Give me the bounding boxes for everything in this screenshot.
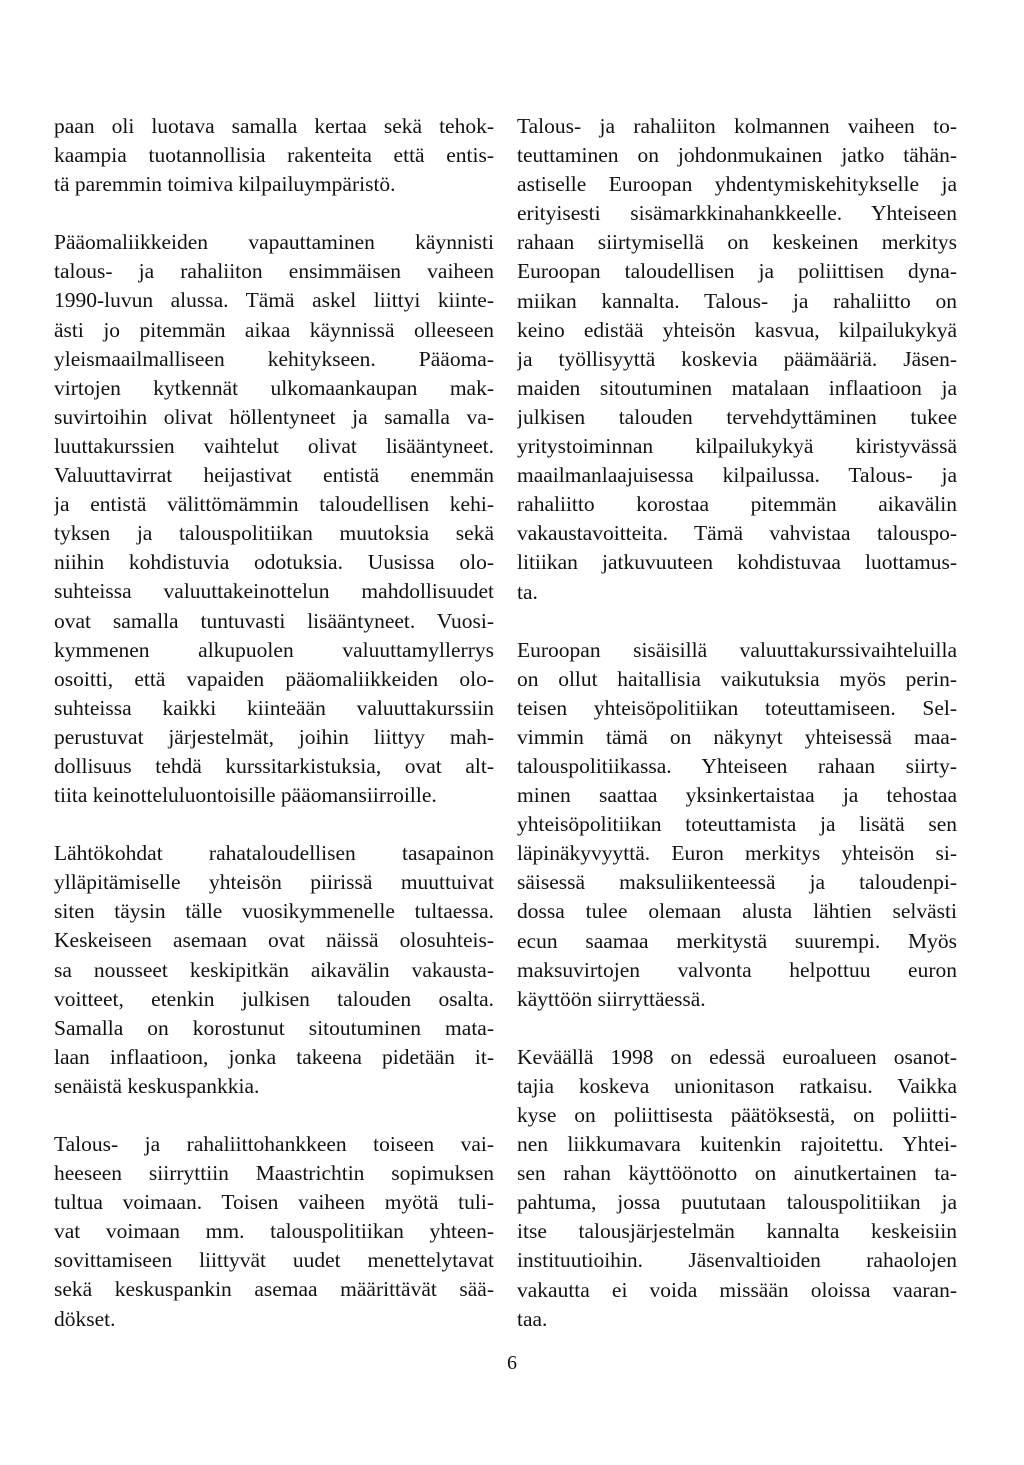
text-line: ta.	[517, 579, 538, 604]
text-line: erityisesti sisämarkkinahankkeelle. Yhteiseen	[517, 201, 957, 226]
text-line: kymmenen alkupuolen valuuttamyllerrys	[54, 637, 494, 662]
text-line: tiita keinotteluluontoisille pääomansiirroille.	[54, 783, 437, 808]
text-line: yhteisöpolitiikan toteuttamista ja lisätä sen	[517, 812, 957, 837]
text-line: tä paremmin toimiva kilpailuympäristö.	[54, 172, 396, 197]
text-line: sen rahan käyttöönotto on ainutkertainen ta-	[517, 1161, 957, 1186]
text-line: minen saattaa yksinkertaistaa ja tehostaa	[517, 783, 957, 808]
text-line: dollisuus tehdä kurssitarkistuksia, ovat alt-	[54, 753, 494, 778]
text-line: sa nousseet keskipitkän aikavälin vakausta-	[54, 957, 494, 982]
text-line: taa.	[517, 1306, 548, 1331]
text-line: voitteet, etenkin julkisen talouden osalta.	[54, 986, 494, 1011]
text-line: miikan kannalta. Talous- ja rahaliitto on	[517, 288, 957, 313]
text-line: on ollut haitallisia vaikutuksia myös perin-	[517, 666, 957, 691]
text-line: vakautta ei voida missään oloissa vaaran-	[517, 1277, 957, 1302]
text-line: luuttakurssien vaihtelut olivat lisääntyneet.	[54, 433, 494, 458]
text-line: laan inflaatioon, jonka takeena pidetään it-	[54, 1044, 494, 1069]
text-line: suhteissa kaikki kiinteään valuuttakurssiin	[54, 695, 494, 720]
text-line: käyttöön siirryttäessä.	[517, 986, 706, 1011]
text-line: tajia koskeva unionitason ratkaisu. Vaikka	[517, 1073, 957, 1098]
text-line: vat voimaan mm. talouspolitiikan yhteen-	[54, 1219, 494, 1244]
text-line: virtojen kytkennät ulkomaankaupan mak-	[54, 375, 494, 400]
text-line: rahaan siirtymisellä on keskeinen merkitys	[517, 230, 957, 255]
text-line: ovat samalla tuntuvasti lisääntyneet. Vuosi-	[54, 608, 494, 633]
text-line: tultua voimaan. Toisen vaiheen myötä tuli-	[54, 1190, 494, 1215]
text-line: keino edistää yhteisön kasvua, kilpailukykyä	[517, 317, 957, 342]
text-line: instituutioihin. Jäsenvaltioiden rahaolojen	[517, 1248, 957, 1273]
text-line: maailmanlaajuisessa kilpailussa. Talous- ja	[517, 463, 957, 488]
right-column	[517, 112, 957, 1363]
text-line: osoitti, että vapaiden pääomaliikkeiden olo-	[54, 666, 494, 691]
text-line: senäistä keskuspankkia.	[54, 1073, 260, 1098]
text-line: nen liikkumavara kuitenkin rajoitettu. Yhtei-	[517, 1132, 957, 1157]
text-line: niihin kohdistuvia odotuksia. Uusissa olo-	[54, 550, 494, 575]
text-line: maksuvirtojen valvonta helpottuu euron	[517, 957, 957, 982]
text-line: itse talousjärjestelmän kannalta keskeisiin	[517, 1219, 957, 1244]
text-line: suhteissa valuuttakeinottelun mahdollisuudet	[54, 579, 494, 604]
text-line: suvirtoihin olivat höllentyneet ja samalla va-	[54, 404, 494, 429]
text-line: astiselle Euroopan yhdentymiskehitykselle ja	[517, 172, 957, 197]
paragraph	[517, 112, 957, 607]
text-line: rahaliitto korostaa pitemmän aikavälin	[517, 492, 957, 517]
text-line: ja työllisyyttä koskevia päämääriä. Jäsen-	[517, 346, 957, 371]
text-line: ja entistä välittömämmin taloudellisen kehi-	[54, 492, 494, 517]
text-line: talous- ja rahaliiton ensimmäisen vaiheen	[54, 259, 494, 284]
text-line: Talous- ja rahaliittohankkeen toiseen vai-	[54, 1132, 494, 1156]
text-line: pahtuma, jossa puututaan talouspolitiikan ja	[517, 1190, 957, 1215]
text-line: perustuvat järjestelmät, joihin liittyy mah-	[54, 724, 494, 749]
text-line: 1990-luvun alussa. Tämä askel liittyi kiinte-	[54, 288, 494, 313]
text-line: maiden sitoutuminen matalaan inflaatioon ja	[517, 375, 957, 400]
text-line: ylläpitämiselle yhteisön piirissä muuttuivat	[54, 870, 494, 895]
paragraph	[54, 112, 494, 199]
text-line: vakaustavoitteita. Tämä vahvistaa talouspo-	[517, 521, 957, 546]
text-line: vimmin tämä on näkynyt yhteisessä maa-	[517, 724, 957, 749]
text-line: ecun saamaa merkitystä suurempi. Myös	[517, 928, 957, 953]
text-line: Euroopan sisäisillä valuuttakurssivaihteluilla	[517, 637, 957, 662]
text-line: teuttaminen on johdonmukainen jatko tähän-	[517, 143, 957, 168]
text-line: yritystoiminnan kilpailukykyä kiristyvässä	[517, 434, 957, 459]
text-line: läpinäkyvyyttä. Euron merkitys yhteisön si-	[517, 841, 957, 866]
paragraph	[54, 1130, 494, 1334]
paragraph	[517, 636, 957, 1014]
text-line: Keväällä 1998 on edessä euroalueen osanot-	[517, 1044, 957, 1069]
page-number: 6	[507, 1352, 517, 1374]
paragraph	[517, 1043, 957, 1334]
text-line: siten täysin tälle vuosikymmenelle tultaessa.	[54, 899, 494, 924]
text-line: sovittamiseen liittyvät uudet menettelytavat	[54, 1248, 494, 1273]
text-line: litiikan jatkuvuuteen kohdistuvaa luottamus-	[517, 550, 957, 575]
text-line: teisen yhteisöpolitiikan toteuttamiseen. Sel-	[517, 695, 957, 720]
text-line: Lähtökohdat rahataloudellisen tasapainon	[54, 841, 494, 866]
text-line: Keskeiseen asemaan ovat näissä olosuhteis-	[54, 928, 494, 953]
text-line: Talous- ja rahaliiton kolmannen vaiheen to-	[517, 114, 957, 138]
text-line: heeseen siirryttiin Maastrichtin sopimuksen	[54, 1161, 494, 1186]
text-line: paan oli luotava samalla kertaa sekä tehok-	[54, 114, 494, 138]
left-column	[54, 112, 494, 1363]
text-line: dökset.	[54, 1306, 116, 1331]
text-line: Valuuttavirrat heijastivat entistä enemmän	[54, 463, 494, 488]
text-line: julkisen talouden tervehdyttäminen tukee	[517, 404, 957, 429]
text-line: dossa tulee olemaan alusta lähtien selvästi	[517, 899, 957, 924]
paragraph	[54, 839, 494, 1101]
text-line: kyse on poliittisesta päätöksestä, on poliitti-	[517, 1103, 957, 1127]
text-line: sekä keskuspankin asemaa määrittävät sää-	[54, 1277, 494, 1302]
text-line: tyksen ja talouspolitiikan muutoksia sekä	[54, 521, 494, 546]
text-line: talouspolitiikassa. Yhteiseen rahaan siirty-	[517, 753, 957, 778]
text-line: säisessä maksuliikenteessä ja taloudenpi-	[517, 870, 957, 895]
text-line: ästi jo pitemmän aikaa käynnissä olleeseen	[54, 317, 494, 342]
text-line: Euroopan taloudellisen ja poliittisen dyna-	[517, 259, 957, 284]
text-line: kaampia tuotannollisia rakenteita että entis-	[54, 143, 494, 168]
text-line: yleismaailmalliseen kehitykseen. Pääoma-	[54, 346, 494, 371]
text-line: Pääomaliikkeiden vapauttaminen käynnisti	[54, 230, 494, 255]
paragraph	[54, 228, 494, 810]
text-line: Samalla on korostunut sitoutuminen mata-	[54, 1015, 494, 1040]
